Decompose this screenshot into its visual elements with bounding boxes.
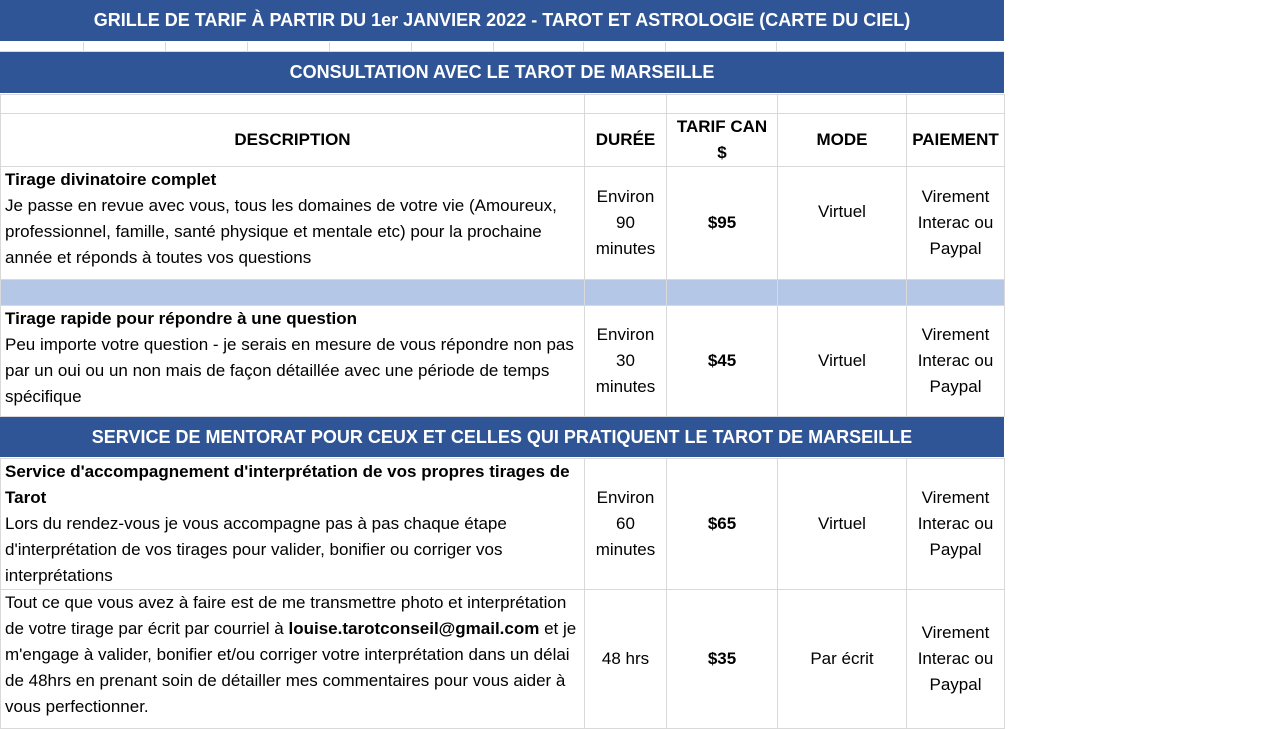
duration-cell <box>585 167 667 280</box>
email-link[interactable]: louise.tarotconseil@gmail.com <box>288 619 540 638</box>
duration-line: Environ <box>596 325 655 344</box>
empty-cell <box>777 42 906 51</box>
service-text: Lors du rendez-vous je vous accompagne pas à pas chaque étape d'interprétation de vos tirages pour valider, bonifier ou corriger vos interprétations <box>5 514 507 585</box>
empty-cell <box>667 95 778 114</box>
empty-cell <box>585 280 667 306</box>
header-paiement: PAIEMENT <box>907 114 1005 167</box>
duration-line: Environ <box>596 187 655 206</box>
price-cell: $65 <box>667 459 778 590</box>
duration-line: minutes <box>595 540 656 559</box>
price-cell: $95 <box>667 167 778 280</box>
payment-line: Paypal <box>929 675 982 694</box>
description-cell <box>1 590 585 729</box>
header-mode: MODE <box>778 114 907 167</box>
mode-cell: Virtuel <box>778 167 907 280</box>
payment-cell <box>907 590 1005 729</box>
service-title: Service d'accompagnement d'interprétation de vos propres tirages de Tarot <box>5 462 570 507</box>
price-table <box>0 94 1005 417</box>
empty-grid-row <box>0 42 1004 52</box>
duration-line: minutes <box>595 377 656 396</box>
duration-cell: 48 hrs <box>585 590 667 729</box>
payment-line: Virement <box>921 325 990 344</box>
section-header-consultation: CONSULTATION AVEC LE TAROT DE MARSEILLE <box>0 52 1004 94</box>
empty-cell <box>0 42 84 51</box>
empty-cell <box>412 42 494 51</box>
header-description: DESCRIPTION <box>1 114 585 167</box>
empty-cell <box>667 280 778 306</box>
spacer-row <box>1 95 1005 114</box>
duration-line: minutes <box>595 239 656 258</box>
empty-cell <box>84 42 166 51</box>
duration-line: Environ <box>596 488 655 507</box>
duration-line: 90 <box>616 213 635 232</box>
payment-line: Paypal <box>929 540 982 559</box>
empty-cell <box>1 280 585 306</box>
empty-cell <box>778 280 907 306</box>
empty-cell <box>907 95 1005 114</box>
mode-cell: Par écrit <box>778 590 907 729</box>
table-row <box>1 590 1005 729</box>
empty-cell <box>1 95 585 114</box>
duration-cell <box>585 459 667 590</box>
empty-cell <box>666 42 777 51</box>
payment-line: Virement <box>921 187 990 206</box>
mentorat-table <box>0 458 1005 729</box>
header-tarif: TARIF CAN $ <box>667 114 778 167</box>
duration-line: 30 <box>616 351 635 370</box>
empty-cell <box>166 42 248 51</box>
empty-cell <box>906 42 1004 51</box>
payment-line: Interac ou <box>917 213 994 232</box>
payment-line: Interac ou <box>917 649 994 668</box>
empty-cell <box>778 95 907 114</box>
page-title: GRILLE DE TARIF À PARTIR DU 1er JANVIER 2022 - TAROT ET ASTROLOGIE (CARTE DU CIEL) <box>0 0 1004 42</box>
payment-line: Interac ou <box>917 351 994 370</box>
service-text: Peu importe votre question - je serais en mesure de vous répondre non pas par un oui ou un non mais de façon détaillée avec une période de temps spécifique <box>5 335 574 406</box>
payment-cell <box>907 306 1005 417</box>
header-duree: DURÉE <box>585 114 667 167</box>
payment-line: Paypal <box>929 377 982 396</box>
payment-line: Interac ou <box>917 514 994 533</box>
duration-cell <box>585 306 667 417</box>
payment-line: Virement <box>921 623 990 642</box>
mode-cell: Virtuel <box>778 459 907 590</box>
description-cell <box>1 306 585 417</box>
service-text: Tout ce que vous avez à faire est de me transmettre photo et interprétation de votre tirage par écrit par courriel à <box>5 593 567 638</box>
payment-line: Virement <box>921 488 990 507</box>
table-row <box>1 167 1005 280</box>
table-row <box>1 459 1005 590</box>
duration-line: 60 <box>616 514 635 533</box>
price-cell: $35 <box>667 590 778 729</box>
empty-cell <box>907 280 1005 306</box>
table-header-row <box>1 114 1005 167</box>
table-row <box>1 306 1005 417</box>
price-cell: $45 <box>667 306 778 417</box>
payment-cell <box>907 167 1005 280</box>
payment-cell <box>907 459 1005 590</box>
service-text: Je passe en revue avec vous, tous les domaines de votre vie (Amoureux, professionnel, famille, santé physique et mentale etc) pour la prochaine année et réponds à toutes vos questions <box>5 196 557 267</box>
service-title: Tirage rapide pour répondre à une question <box>5 309 358 328</box>
description-cell <box>1 167 585 280</box>
description-cell <box>1 459 585 590</box>
empty-cell <box>584 42 666 51</box>
mode-cell: Virtuel <box>778 306 907 417</box>
section-header-mentorat: SERVICE DE MENTORAT POUR CEUX ET CELLES QUI PRATIQUENT LE TAROT DE MARSEILLE <box>0 417 1004 458</box>
empty-cell <box>585 95 667 114</box>
separator-row <box>1 280 1005 306</box>
empty-cell <box>330 42 412 51</box>
service-title: Tirage divinatoire complet <box>5 170 217 189</box>
payment-line: Paypal <box>929 239 982 258</box>
empty-cell <box>248 42 330 51</box>
empty-cell <box>494 42 584 51</box>
service-text: et je m'engage à valider, bonifier et/ou corriger votre interprétation dans un délai de 48hrs en prenant soin de détailler mes commentaires pour vous aider à vous perfectionner. <box>5 619 577 716</box>
